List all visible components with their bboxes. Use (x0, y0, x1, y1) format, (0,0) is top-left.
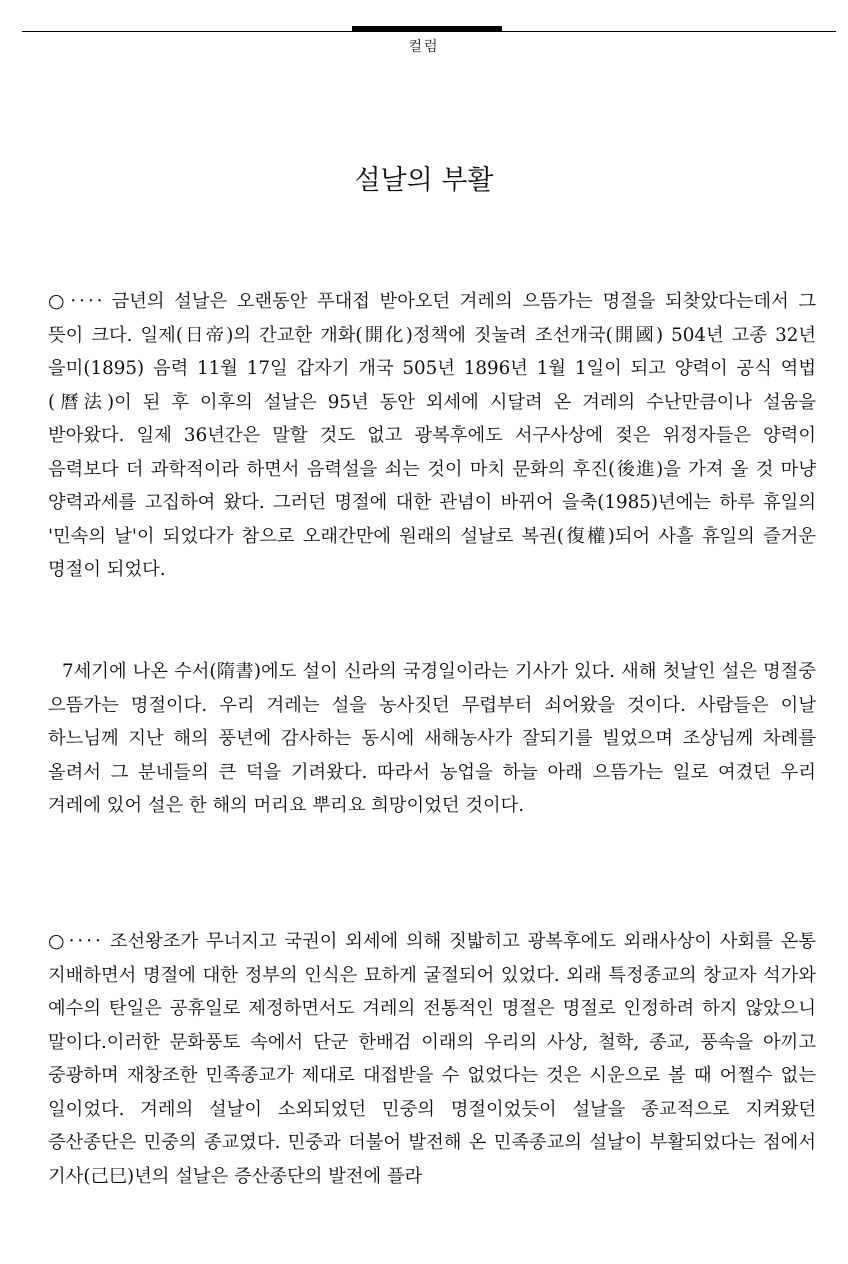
header-tab-bar (352, 26, 502, 32)
bullet-circle-icon: ○ (48, 290, 69, 312)
paragraph-3 (48, 925, 816, 1193)
paragraph-1 (48, 285, 816, 587)
article-title: 설날의 부활 (354, 165, 494, 196)
paragraph-2 (48, 655, 816, 823)
leader-dots: ···· (70, 291, 106, 312)
section-label: 컬럼 (408, 39, 440, 55)
paragraph-1-text: 금년의 설날은 오랜동안 푸대접 받아오던 겨레의 으뜸가는 명절을 되찾았다는데서 그 뜻이 크다. 일제(日帝)의 간교한 개화(開化)정책에 짓눌려 조선개국(開國) 504년 고종 32년 을미(1895) 음력 11월 17일 갑자기 개국 505년 1896년 1월 1일이 되고 양력이 공식 역법(曆法)이 된 후 이후의 설날은 95년 동안 외세에 시달려 온 겨레의 수난만큼이나 설움을 받아왔다. 일제 36년간은 말할 것도 없고 광복후에도 서구사상에 젖은 위정자들은 양력이 음력보다 더 과학적이라 하면서 음력설을 쇠는 것이 마치 문화의 후진(後進)을 가져 올 것 마냥 양력과세를 고집하여 왔다. 그러던 명절에 대한 관념이 바뀌어 을축(1985)년에는 하루 휴일의 '민속의 날'이 되었다가 참으로 오래간만에 원래의 설날로 복권(復權)되어 사흘 휴일의 즐거운 명절이 되었다. (48, 291, 816, 580)
leader-dots: ···· (68, 931, 104, 952)
paragraph-2-text: 7세기에 나온 수서(隋書)에도 설이 신라의 국경일이라는 기사가 있다. 새해 첫날인 설은 명절중 으뜸가는 명절이다. 우리 겨레는 설을 농사짓던 무렵부터 쇠어왔을 것이다. 사람들은 이날 하느님께 지난 해의 풍년에 감사하는 동시에 새해농사가 잘되기를 빌었으며 조상님께 차례를 올려서 그 분네들의 큰 덕을 기려왔다. 따라서 농업을 하늘 아래 으뜸가는 일로 여겼던 우리 겨레에 있어 설은 한 해의 머리요 뿌리요 희망이었던 것이다. (48, 661, 816, 816)
bullet-circle-icon: ○ (48, 930, 67, 952)
paragraph-3-text: 조선왕조가 무너지고 국권이 외세에 의해 짓밟히고 광복후에도 외래사상이 사회를 온통 지배하면서 명절에 대한 정부의 인식은 묘하게 굴절되어 있었다. 외래 특정종교의 창교자 석가와 예수의 탄일은 공휴일로 제정하면서도 겨레의 전통적인 명절은 명절로 인정하려 하지 않았으니 말이다.이러한 문화풍토 속에서 단군 한배검 이래의 우리의 사상, 철학, 종교, 풍속을 아끼고 중광하며 재창조한 민족종교가 제대로 대접받을 수 없었다는 것은 시운으로 볼 때 어쩔수 없는 일이었다. 겨레의 설날이 소외되었던 민중의 명절이었듯이 설날을 종교적으로 지켜왔던 증산종단은 민중의 종교였다. 민중과 더불어 발전해 온 민족종교의 설날이 부활되었다는 점에서 기사(己巳)년의 설날은 증산종단의 발전에 플라 (48, 931, 816, 1187)
